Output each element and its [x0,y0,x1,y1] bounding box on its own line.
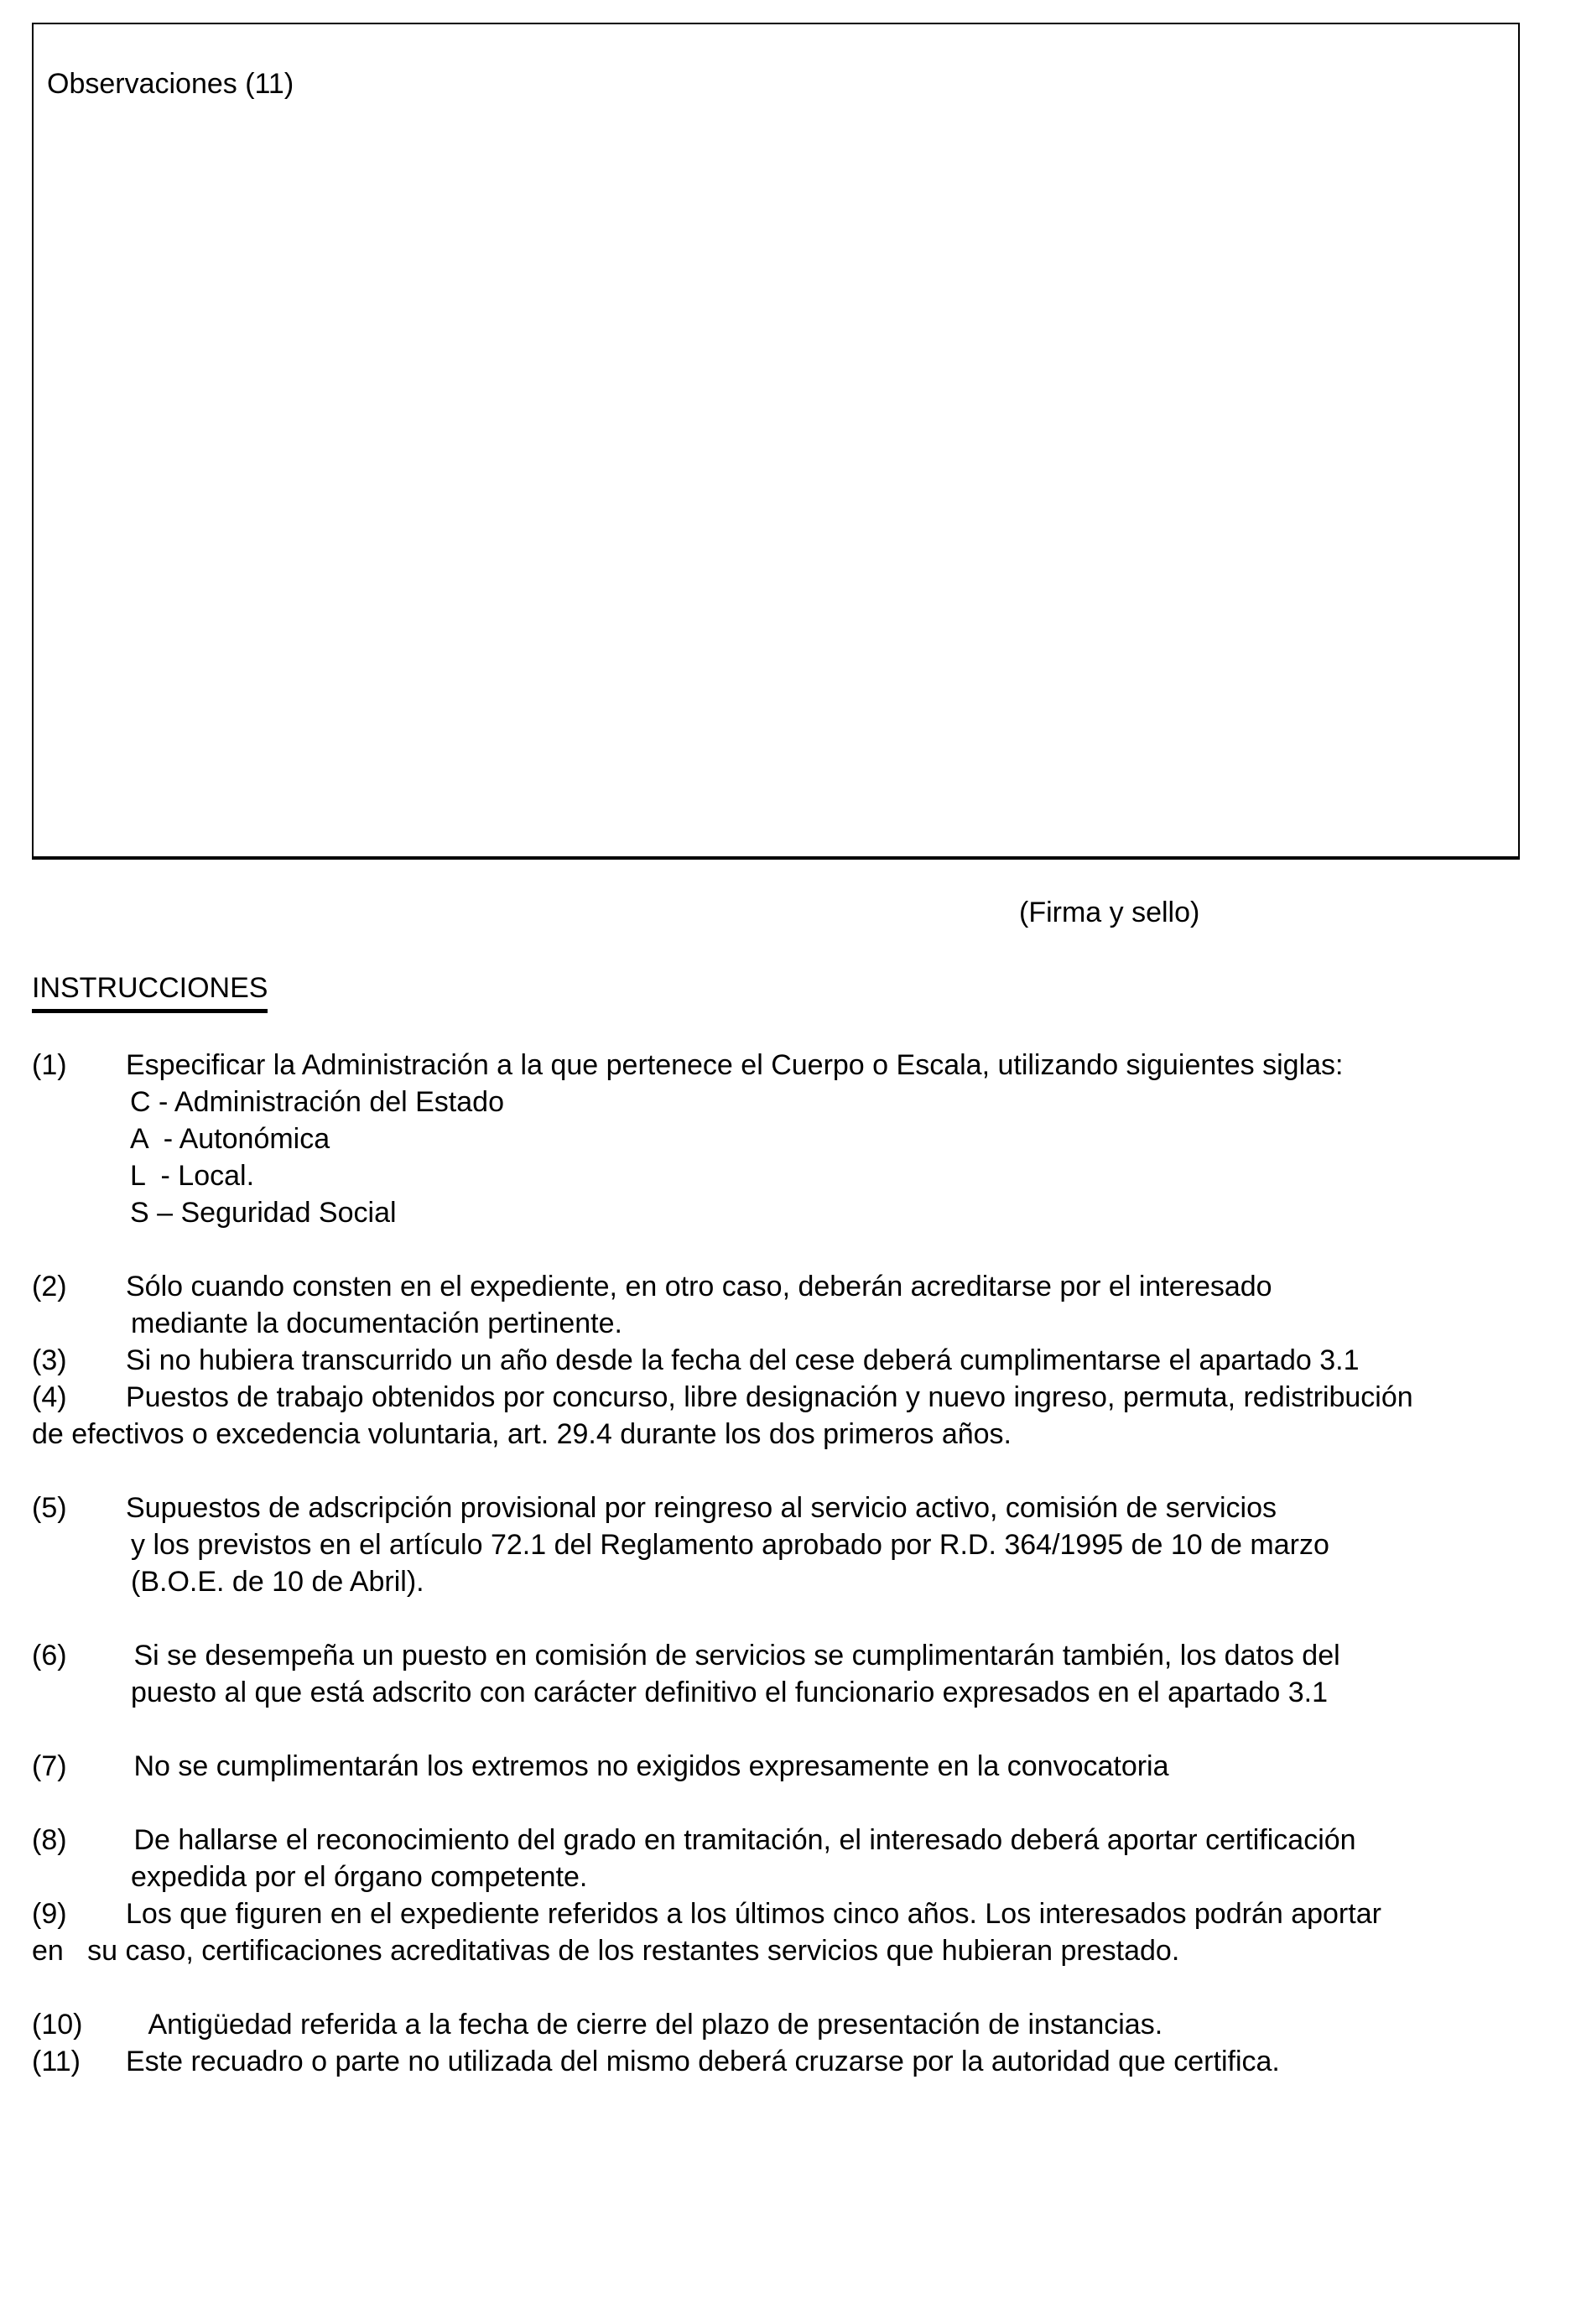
instruction-line [32,1342,1567,1379]
instruction-item [32,1379,1567,1453]
observaciones-box [32,23,1520,860]
instruction-text: Los que figuren en el expediente referidos a los últimos cinco años. Los interesados podrán aportar [126,1898,1381,1930]
instruction-item [32,1268,1567,1342]
instruction-line [32,1895,1567,1932]
instructions-list [32,1047,1567,2080]
instruction-line [32,1674,1567,1711]
instruction-text: expedida por el órgano competente. [131,1861,588,1893]
instruction-text: L - Local. [130,1160,255,1192]
instruction-line [32,1416,1567,1453]
instruction-text: Sólo cuando consten en el expediente, en otro caso, deberán acreditarse por el interesado [126,1271,1272,1302]
instruction-number: (6) [32,1640,67,1672]
instruction-line [32,1563,1567,1600]
instruction-line [32,1120,1567,1157]
instruction-line [32,1859,1567,1895]
instruction-text: (B.O.E. de 10 de Abril). [131,1566,424,1598]
instruction-line [32,1490,1567,1526]
instruction-text: Supuestos de adscripción provisional por reingreso al servicio activo, comisión de servicios [126,1492,1277,1524]
instruction-number: (3) [32,1344,67,1376]
instruction-number: (11) [32,2046,81,2077]
instruction-line [32,2043,1567,2080]
instruction-item [32,1822,1567,1895]
instruction-line [32,1932,1567,1969]
instructions-heading: INSTRUCCIONES [32,970,268,1013]
instruction-line [32,1748,1567,1785]
instruction-text: mediante la documentación pertinente. [131,1308,622,1339]
instruction-text: y los previstos en el artículo 72.1 del Reglamento aprobado por R.D. 364/1995 de 10 de marzo [131,1529,1329,1561]
instruction-line [32,1047,1567,1084]
instruction-line [32,1084,1567,1120]
instruction-text: S – Seguridad Social [130,1197,397,1229]
instruction-text: A - Autonómica [130,1123,330,1155]
instruction-number: (4) [32,1381,67,1413]
instruction-number: (5) [32,1492,67,1524]
instruction-line [32,1637,1567,1674]
instruction-line [32,2006,1567,2043]
instruction-item [32,1637,1567,1711]
instruction-line [32,1305,1567,1342]
firma-y-sello-label: (Firma y sello) [1019,897,1200,928]
instruction-number: (1) [32,1049,67,1081]
instruction-line [32,1822,1567,1859]
instruction-text: en su caso, certificaciones acreditativas de los restantes servicios que hubieran prestado. [32,1935,1180,1967]
instruction-number: (10) [32,2009,83,2041]
instruction-number: (8) [32,1824,67,1856]
instruction-text: Si no hubiera transcurrido un año desde la fecha del cese deberá cumplimentarse el apartado 3.1 [126,1344,1360,1376]
instruction-line [32,1526,1567,1563]
instruction-number: (9) [32,1898,67,1930]
instruction-line [32,1157,1567,1194]
instruction-line [32,1194,1567,1231]
instruction-item [32,1342,1567,1379]
instruction-line [32,1379,1567,1416]
instruction-item [32,1490,1567,1600]
instruction-number: (2) [32,1271,67,1302]
instruction-text: puesto al que está adscrito con carácter definitivo el funcionario expresados en el apartado 3.1 [131,1677,1329,1708]
instruction-item [32,1748,1567,1785]
instruction-item [32,2006,1567,2043]
instruction-number: (7) [32,1750,67,1782]
instruction-text: de efectivos o excedencia voluntaria, art. 29.4 durante los dos primeros años. [32,1418,1012,1450]
instruction-text: Si se desempeña un puesto en comisión de servicios se cumplimentarán también, los datos del [126,1640,1340,1672]
instruction-item [32,1895,1567,1969]
instruction-text: No se cumplimentarán los extremos no exigidos expresamente en la convocatoria [126,1750,1169,1782]
instructions-heading-row [32,970,1567,1013]
instruction-item [32,1047,1567,1231]
instruction-item [32,2043,1567,2080]
instruction-text: Puestos de trabajo obtenidos por concurso, libre designación y nuevo ingreso, permuta, redistribución [126,1381,1413,1413]
instruction-text: Especificar la Administración a la que pertenece el Cuerpo o Escala, utilizando siguientes siglas: [126,1049,1344,1081]
instruction-text: C - Administración del Estado [130,1086,504,1118]
instruction-line [32,1268,1567,1305]
instructions-section [32,970,1567,2080]
instruction-text: Este recuadro o parte no utilizada del mismo deberá cruzarse por la autoridad que certifica. [126,2046,1280,2077]
observaciones-label: Observaciones (11) [47,68,294,100]
instruction-text: De hallarse el reconocimiento del grado en tramitación, el interesado deberá aportar certificación [126,1824,1356,1856]
instruction-text: Antigüedad referida a la fecha de cierre del plazo de presentación de instancias. [126,2009,1163,2041]
